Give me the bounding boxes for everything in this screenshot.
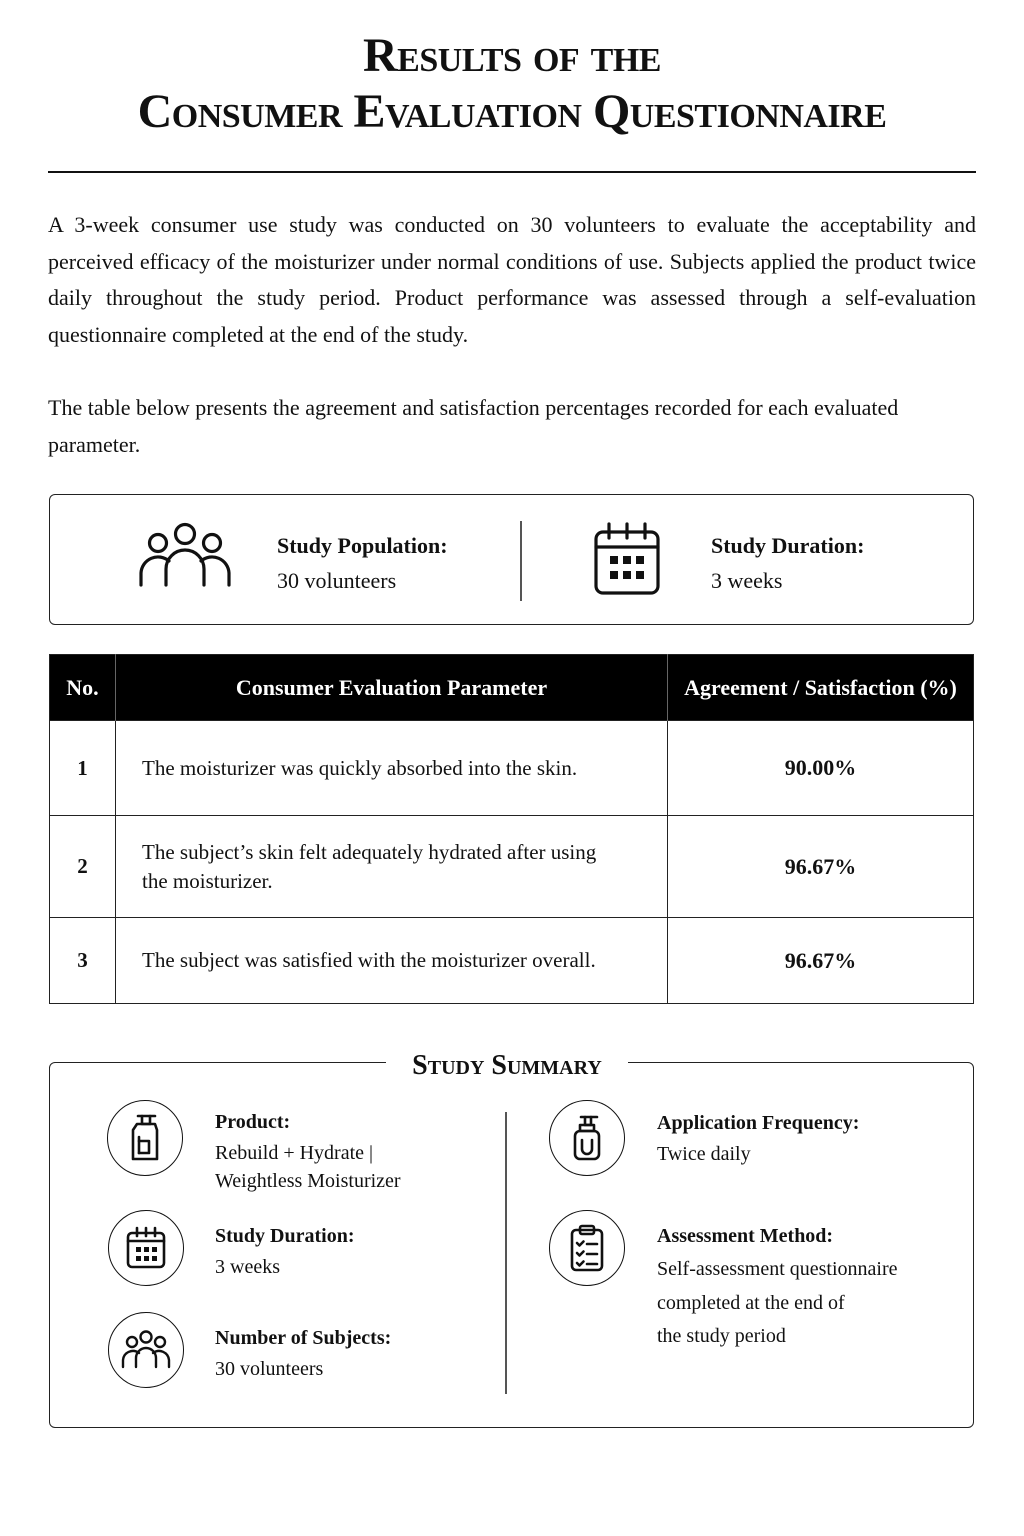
summary-assessment-method — [657, 1222, 898, 1354]
clipboard-checklist-icon — [549, 1210, 625, 1286]
header-parameter: Consumer Evaluation Parameter — [116, 655, 668, 721]
study-duration-label: Study Duration: — [711, 533, 865, 558]
method-line-1: Self-assessment questionnaire — [657, 1258, 898, 1280]
method-line-2: completed at the end of — [657, 1291, 845, 1314]
summary-duration-value: 3 weeks — [215, 1256, 280, 1278]
intro-paragraph-2: The table below presents the agreement and satisfaction percentages recorded for each evaluated parameter. — [48, 395, 899, 457]
study-population-value: 30 volunteers — [277, 568, 397, 593]
study-duration-value: 3 weeks — [711, 568, 783, 593]
title-divider — [48, 171, 976, 173]
summary-number-of-subjects — [215, 1324, 391, 1383]
cream-bottle-icon — [107, 1100, 183, 1176]
row-number: 1 — [50, 721, 116, 816]
frequency-label: Application Frequency: — [657, 1112, 860, 1134]
pump-bottle-icon — [549, 1100, 625, 1176]
subjects-value: 30 volunteers — [215, 1358, 324, 1380]
study-population-label: Study Population: — [277, 533, 448, 558]
table-header-row — [50, 655, 974, 721]
summary-application-frequency — [657, 1109, 859, 1168]
product-name-line-2: Weightless Moisturizer — [215, 1170, 401, 1192]
title-line-2: Consumer Evaluation Questionnaire — [137, 85, 887, 138]
row-value: 90.00% — [668, 721, 974, 816]
frequency-value: Twice daily — [657, 1143, 751, 1165]
row-number: 2 — [50, 816, 116, 918]
results-table — [49, 654, 974, 1004]
row-value: 96.67% — [668, 816, 974, 918]
study-stats-box — [49, 494, 974, 625]
method-label: Assessment Method: — [657, 1225, 834, 1247]
product-label: Product: — [215, 1111, 291, 1133]
calendar-icon — [108, 1210, 184, 1286]
row-number: 3 — [50, 918, 116, 1004]
subjects-label: Number of Subjects: — [215, 1327, 392, 1349]
table-row — [50, 721, 974, 816]
product-name-line-1: Rebuild + Hydrate | — [215, 1142, 374, 1164]
study-population-stat — [277, 528, 448, 598]
table-row — [50, 918, 974, 1004]
summary-product — [215, 1108, 401, 1195]
row-parameter: The subject’s skin felt adequately hydrated after using the moisturizer. — [116, 816, 668, 918]
summary-divider — [505, 1112, 507, 1394]
summary-duration-label: Study Duration: — [215, 1225, 355, 1247]
table-row — [50, 816, 974, 918]
stats-divider — [520, 521, 522, 601]
study-summary-title: Study Summary — [386, 1046, 628, 1086]
intro-text — [48, 207, 976, 463]
header-no: No. — [50, 655, 116, 721]
study-duration-stat — [711, 528, 864, 598]
calendar-icon — [592, 521, 662, 597]
people-group-icon — [108, 1312, 184, 1388]
header-agreement: Agreement / Satisfaction (%) — [668, 655, 974, 721]
row-parameter: The moisturizer was quickly absorbed into the skin. — [116, 721, 668, 816]
summary-study-duration — [215, 1222, 354, 1281]
method-line-3: the study period — [657, 1325, 786, 1347]
page-title — [48, 28, 976, 140]
intro-paragraph-1: A 3-week consumer use study was conducted on 30 volunteers to evaluate the acceptability and perceived efficacy of the moisturizer under normal conditions of use. Subjects applied the product twice daily throughout the study period. Product performance was assessed through a self-evaluation questionnaire completed at the end of the study. — [48, 212, 976, 347]
row-parameter: The subject was satisfied with the moisturizer overall. — [116, 918, 668, 1004]
people-group-icon — [136, 521, 234, 591]
row-value: 96.67% — [668, 918, 974, 1004]
title-line-1: Results of the — [363, 29, 661, 82]
